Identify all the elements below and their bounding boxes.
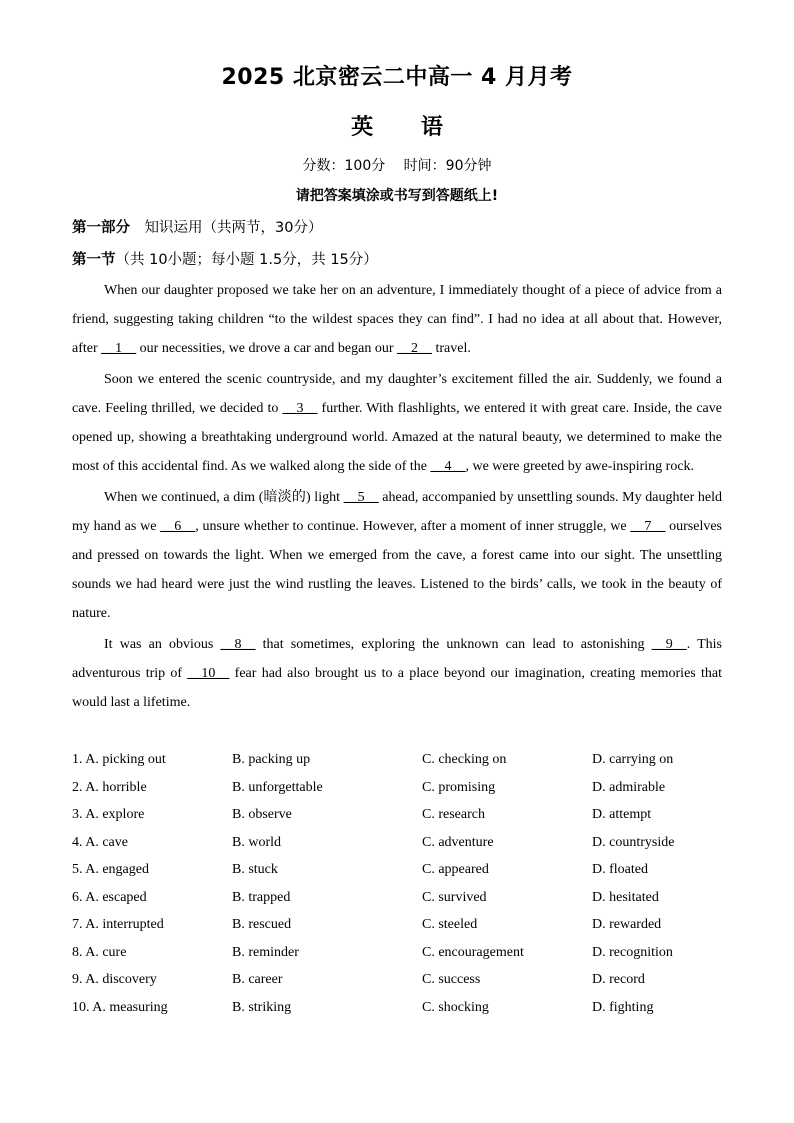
text-run: fear had also brought us to a place beyond our imagination, creating memories that would last a lifetime. (72, 666, 722, 710)
text-run: It was an obvious (104, 637, 221, 652)
option-row-9 (72, 966, 722, 994)
option-row-8 (72, 939, 722, 967)
text-run: , unsure whether to continue. However, after a moment of inner struggle, we (195, 519, 631, 534)
text-run: When our daughter proposed we take her on an adventure, I immediately thought of a piece of advice from a friend, suggesting taking children “to the wildest spaces they can find”. I had no idea at all about that. However, after (72, 283, 722, 356)
cloze-passage (72, 276, 722, 717)
option-d: D. rewarded (592, 917, 662, 932)
blank-9: __9__ (651, 637, 687, 652)
option-row-2 (72, 774, 722, 802)
option-d: D. recognition (592, 944, 673, 960)
paragraph-2 (72, 365, 722, 481)
paragraph-1 (72, 276, 722, 363)
text-run: , we were greeted by awe-inspiring rock. (465, 459, 695, 474)
text-run: that sometimes, exploring the unknown can lead to astonishing (255, 637, 652, 652)
option-d: D. countryside (592, 834, 675, 850)
option-b: B. packing up (232, 752, 311, 767)
subject-title: 英 语 (351, 115, 443, 140)
option-a: 3. A. explore (72, 807, 145, 822)
blank-3: __3__ (282, 401, 318, 416)
option-d: D. hesitated (592, 889, 659, 905)
blank-8: __8__ (220, 637, 256, 652)
part-heading (72, 216, 322, 237)
option-a: 10. A. measuring (72, 999, 168, 1015)
score-time-info: 分数：100分 时间：90分钟 (302, 158, 492, 174)
option-c: C. encouragement (422, 944, 524, 960)
option-row-1 (72, 746, 722, 774)
blank-2: __2__ (397, 341, 432, 356)
text-run: ahead, accompanied by unsettling sounds. My daughter held my hand as we (72, 490, 723, 534)
option-a: 8. A. cure (72, 944, 127, 960)
option-c: C. research (422, 807, 485, 822)
section-label: 第一节 (72, 252, 116, 268)
option-row-4 (72, 829, 722, 857)
option-c: C. appeared (422, 862, 489, 877)
option-b: B. world (232, 834, 281, 850)
option-c: C. adventure (422, 834, 494, 850)
option-c: C. checking on (422, 752, 507, 767)
blank-6: __6__ (160, 519, 196, 534)
option-a: 4. A. cave (72, 834, 128, 850)
option-d: D. carrying on (592, 752, 674, 767)
option-a: 5. A. engaged (72, 862, 149, 877)
part-detail: 知识运用（共两节，30分） (130, 220, 323, 236)
option-c: C. success (422, 972, 481, 987)
exam-title: 2025 北京密云二中高一 4 月月考 (221, 65, 573, 90)
answer-options (72, 746, 722, 1021)
text-run: When we continued, a dim (暗淡的) light (104, 490, 344, 505)
option-b: B. striking (232, 999, 292, 1015)
option-a: 1. A. picking out (72, 752, 166, 767)
option-row-7 (72, 911, 722, 939)
text-run: our necessities, we drove a car and began our (136, 341, 397, 356)
option-b: B. observe (232, 807, 292, 822)
blank-10: __10__ (187, 666, 230, 681)
option-c: C. shocking (422, 999, 489, 1015)
blank-4: __4__ (430, 459, 466, 474)
option-c: C. steeled (422, 917, 478, 932)
text-run: travel. (432, 341, 471, 356)
option-b: B. reminder (232, 944, 299, 960)
option-a: 2. A. horrible (72, 779, 147, 795)
text-run: ourselves and pressed on towards the light. When we emerged from the cave, a forest came into our sight. The unsettling sounds we had heard were just the wind rustling the leaves. Listened to the birds’ calls, we took in the beauty of nature. (72, 519, 723, 621)
option-d: D. attempt (592, 807, 652, 822)
option-row-10 (72, 994, 722, 1022)
option-d: D. fighting (592, 999, 654, 1015)
option-b: B. career (232, 972, 283, 987)
option-a: 9. A. discovery (72, 972, 157, 987)
option-d: D. admirable (592, 779, 666, 795)
blank-7: __7__ (630, 519, 666, 534)
option-a: 7. A. interrupted (72, 917, 164, 932)
section-heading (72, 248, 378, 269)
option-row-5 (72, 856, 722, 884)
part-label: 第一部分 (72, 220, 130, 236)
option-b: B. unforgettable (232, 779, 323, 795)
option-d: D. record (592, 972, 645, 987)
text-run: . This adventurous trip of (72, 637, 722, 681)
option-b: B. trapped (232, 889, 291, 905)
option-row-3 (72, 801, 722, 829)
option-c: C. promising (422, 779, 496, 795)
option-c: C. survived (422, 889, 487, 905)
text-run: further. With flashlights, we entered it with great care. Inside, the cave opened up, showing a breathtaking underground world. Amazed at the natural beauty, we determined to make the most of this accidental find. As we walked along the side of the (72, 401, 722, 474)
option-row-6 (72, 884, 722, 912)
paragraph-3 (72, 483, 722, 628)
option-b: B. rescued (232, 917, 292, 932)
option-a: 6. A. escaped (72, 889, 147, 905)
option-b: B. stuck (232, 862, 278, 877)
paragraph-4 (72, 630, 722, 717)
blank-1: __1__ (101, 341, 137, 356)
section-detail: （共 10小题；每小题 1.5分，共 15分） (115, 252, 378, 268)
text-run: Soon we entered the scenic countryside, and my daughter’s excitement filled the air. Suddenly, we found a cave. Feeling thrilled, we decided to (72, 372, 722, 416)
blank-5: __5__ (343, 490, 379, 505)
option-d: D. floated (592, 862, 648, 877)
answer-notice: 请把答案填涂或书写到答题纸上! (295, 188, 499, 204)
